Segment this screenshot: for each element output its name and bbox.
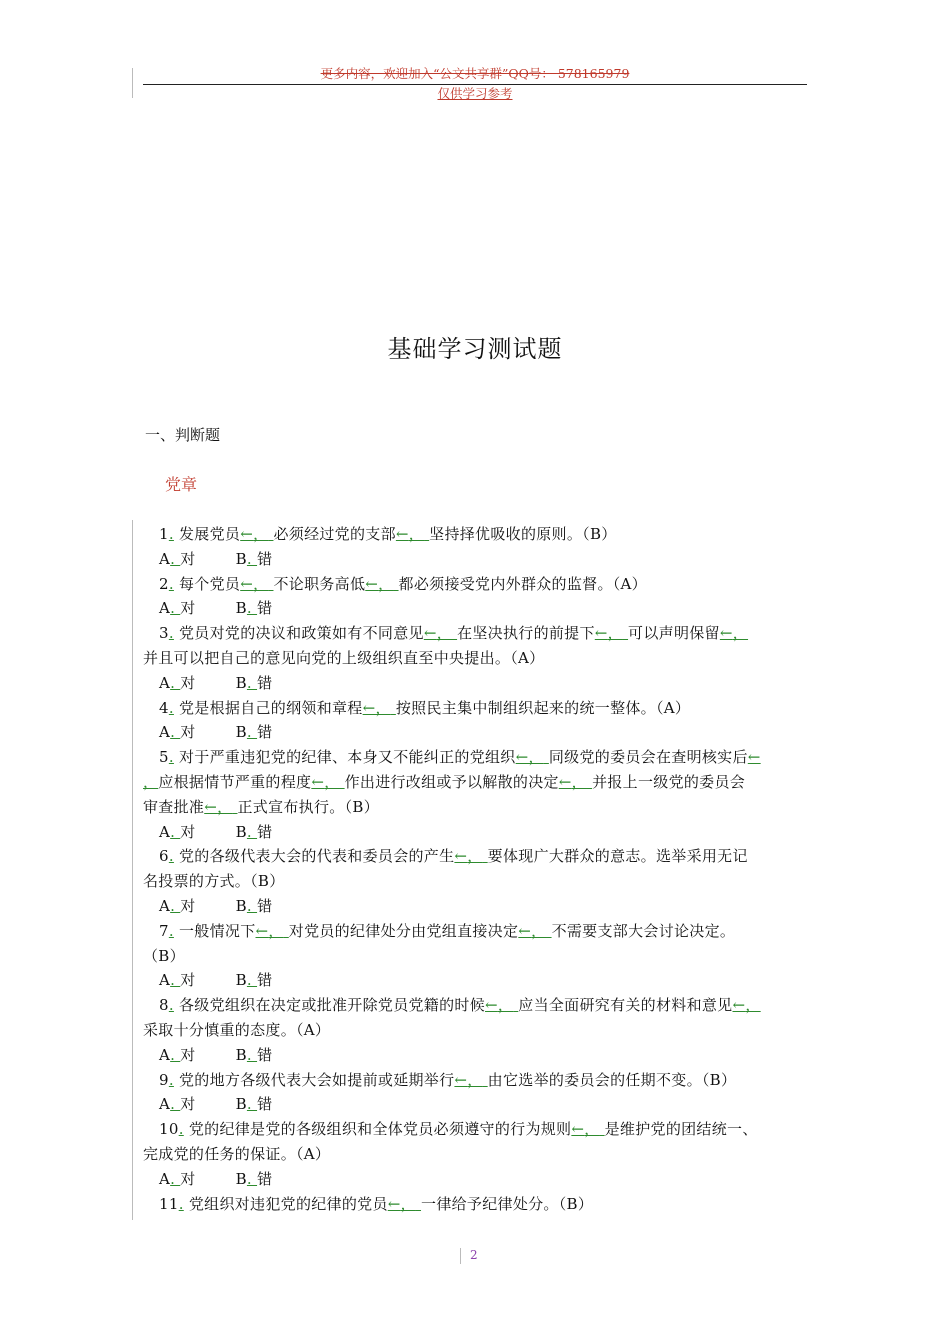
question-text: 应根据情节严重的程度 xyxy=(158,772,312,791)
revision-mark: ←， xyxy=(423,624,452,643)
question-text: 由它选举的委员会的任期不变。（B） xyxy=(487,1070,737,1089)
question-10-cont: 完成党的任务的保证。（A） xyxy=(143,1144,331,1163)
option-a: 对 xyxy=(180,1095,196,1114)
question-8: 8. 各级党组织在决定或批准开除党员党籍的时候←， 应当全面研究有关的材料和意见←， xyxy=(159,996,761,1015)
answer-options: A. 对 B. 错 xyxy=(159,971,273,990)
question-1: 1. 发展党员←， 必须经过党的支部←， 坚持择优吸收的原则。（B） xyxy=(159,525,617,543)
question-text: 并报上一级党的委员会 xyxy=(592,772,746,791)
revision-mark: ←， xyxy=(518,921,547,940)
question-number: 3 xyxy=(159,624,169,643)
revision-mark: ←， xyxy=(719,624,749,643)
option-b: 错 xyxy=(257,673,273,692)
question-text: 要体现广大群众的意志。选举采用无记 xyxy=(487,847,748,866)
question-6-cont: 名投票的方式。（B） xyxy=(143,872,285,891)
revision-mark: ←， xyxy=(558,772,587,791)
question-text: 坚持择优吸收的原则。（B） xyxy=(429,525,617,543)
revision-mark: ←， xyxy=(240,574,269,593)
header-rule xyxy=(143,84,807,85)
revision-mark: ←， xyxy=(515,748,544,767)
question-text: 对党员的纪律处分由党组直接决定 xyxy=(288,921,519,940)
question-6: 6. 党的各级代表大会的代表和委员会的产生←， 要体现广大群众的意志。选举采用无记 xyxy=(159,847,748,866)
revision-mark: ←， xyxy=(365,574,394,593)
question-5: 5. 对于严重违犯党的纪律、本身又不能纠正的党组织←， 同级党的委员会在查明核实后← xyxy=(159,748,761,767)
revision-mark: ， xyxy=(143,772,159,791)
revision-mark: ←， xyxy=(454,1070,483,1089)
question-2: 2. 每个党员←， 不论职务高低←， 都必须接受党内外群众的监督。（A） xyxy=(159,574,647,593)
answer-options: A. 对 B. 错 xyxy=(159,1095,273,1114)
question-9: 9. 党的地方各级代表大会如提前或延期举行←， 由它选举的委员会的任期不变。（B） xyxy=(159,1070,737,1089)
option-a: 对 xyxy=(180,1169,196,1188)
question-text: 可以声明保留 xyxy=(628,624,720,643)
revision-mark: ←， xyxy=(485,996,514,1015)
question-text: 党是根据自己的纲领和章程 xyxy=(179,698,363,717)
question-text: 必须经过党的支部 xyxy=(273,525,396,543)
section-heading: 一、判断题 xyxy=(145,426,221,444)
question-text: 在坚决执行的前提下 xyxy=(457,624,595,643)
answer-options: A. 对 B. 错 xyxy=(159,723,273,742)
option-b: 错 xyxy=(257,549,273,568)
question-text: 一律给予纪律处分。（B） xyxy=(421,1194,594,1213)
page-title: 基础学习测试题 xyxy=(387,335,563,363)
revision-mark: ←， xyxy=(240,525,269,543)
question-text: 党的各级代表大会的代表和委员会的产生 xyxy=(179,847,455,866)
option-b: 错 xyxy=(257,723,273,742)
revision-mark: ←， xyxy=(395,525,425,543)
revision-mark: ←， xyxy=(732,996,761,1015)
option-a: 对 xyxy=(180,723,196,742)
revision-mark: ← xyxy=(747,748,761,767)
question-number: 4 xyxy=(159,698,169,717)
question-5-cont xyxy=(143,795,813,820)
option-a: 对 xyxy=(180,822,196,841)
question-number: 8 xyxy=(159,996,169,1015)
question-text: 不需要支部大会讨论决定。 xyxy=(551,921,736,940)
option-a: 对 xyxy=(180,673,196,692)
question-text: 应当全面研究有关的材料和意见 xyxy=(518,996,733,1015)
question-8-cont xyxy=(143,1018,813,1043)
question-text: 作出进行改组或予以解散的决定 xyxy=(344,772,559,791)
question-3: 3. 党员对党的决议和政策如有不同意见←， 在坚决执行的前提下←， 可以声明保留←， xyxy=(159,624,749,643)
question-number: 1 xyxy=(159,525,169,543)
option-b: 错 xyxy=(257,896,273,915)
option-a: 对 xyxy=(180,971,196,990)
question-text: 正式宣布执行。（B） xyxy=(237,797,379,816)
revision-mark: ←， xyxy=(362,698,391,717)
option-a: 对 xyxy=(180,599,196,618)
question-text: 各级党组织在决定或批准开除党员党籍的时候 xyxy=(179,996,486,1015)
question-text: 发展党员 xyxy=(179,525,241,543)
option-b: 错 xyxy=(257,1095,273,1114)
question-11: 11. 党组织对违犯党的纪律的党员←， 一律给予纪律处分。（B） xyxy=(159,1194,594,1213)
subsection-heading: 党章 xyxy=(165,475,198,494)
revision-mark: ←， xyxy=(311,772,340,791)
option-b: 错 xyxy=(257,822,273,841)
option-b: 错 xyxy=(257,1045,273,1064)
option-b: 错 xyxy=(257,1169,273,1188)
revision-bar xyxy=(132,520,134,1220)
question-text: 党员对党的决议和政策如有不同意见 xyxy=(179,624,424,643)
question-text: 每个党员 xyxy=(179,574,241,593)
revision-mark: ←， xyxy=(255,921,284,940)
answer-options: A. 对 B. 错 xyxy=(159,1169,273,1188)
question-number: 6 xyxy=(159,847,169,866)
revision-mark: ←， xyxy=(594,624,623,643)
option-b: 错 xyxy=(257,971,273,990)
answer-options: A. 对 B. 错 xyxy=(159,673,273,692)
option-a: 对 xyxy=(180,549,196,568)
page-number: 2 xyxy=(470,1248,478,1262)
question-text: 对于严重违犯党的纪律、本身又不能纠正的党组织 xyxy=(179,748,516,767)
option-b: 错 xyxy=(257,599,273,618)
question-text: 采取十分慎重的态度。（A） xyxy=(143,1020,331,1039)
question-number: 9 xyxy=(159,1070,169,1089)
question-number: 5 xyxy=(159,748,169,767)
question-number: 2 xyxy=(159,574,169,593)
question-text: 按照民主集中制组织起来的统一整体。（A） xyxy=(395,698,691,717)
question-text: 不论职务高低 xyxy=(273,574,366,593)
question-number: 7 xyxy=(159,921,169,940)
header-notice: 更多内容，欢迎加入“公文共享群”QQ号： 578165979 xyxy=(320,66,630,81)
revision-mark: ←， xyxy=(387,1194,416,1213)
question-10: 10. 党的纪律是党的各级组织和全体党员必须遵守的行为规则←， 是维护党的团结统一、 xyxy=(159,1120,758,1139)
question-number: 11 xyxy=(159,1194,179,1213)
revision-mark: ←， xyxy=(571,1120,600,1139)
revision-mark: ←， xyxy=(204,797,233,816)
question-list xyxy=(143,522,813,1216)
question-3-cont: 并且可以把自己的意见向党的上级组织直至中央提出。（A） xyxy=(143,648,545,667)
question-text: 同级党的委员会在查明核实后 xyxy=(548,748,748,767)
answer-options: A. 对 B. 错 xyxy=(159,896,273,915)
question-number: 10 xyxy=(159,1120,179,1139)
header-subnotice: 仅供学习参考 xyxy=(437,86,513,101)
question-text: 党的地方各级代表大会如提前或延期举行 xyxy=(179,1070,455,1089)
question-text: 党的纪律是党的各级组织和全体党员必须遵守的行为规则 xyxy=(188,1120,572,1139)
question-text: 审查批准 xyxy=(143,797,205,816)
answer-options: A. 对 B. 错 xyxy=(159,822,273,841)
question-7-cont: （B） xyxy=(143,946,185,965)
revision-bar xyxy=(132,68,134,98)
question-text: 都必须接受党内外群众的监督。（A） xyxy=(398,574,647,593)
question-text: 党组织对违犯党的纪律的党员 xyxy=(188,1194,388,1213)
question-4: 4. 党是根据自己的纲领和章程←， 按照民主集中制组织起来的统一整体。（A） xyxy=(159,698,691,717)
question-7: 7. 一般情况下←， 对党员的纪律处分由党组直接决定←， 不需要支部大会讨论决定。 xyxy=(159,921,736,940)
answer-options: A. 对 B. 错 xyxy=(159,1045,273,1064)
question-text: 一般情况下 xyxy=(179,921,256,940)
question-text: 是维护党的团结统一、 xyxy=(604,1120,758,1139)
option-a: 对 xyxy=(180,1045,196,1064)
question-5-cont xyxy=(143,770,813,795)
option-a: 对 xyxy=(180,896,196,915)
answer-options: A. 对 B. 错 xyxy=(159,599,273,618)
revision-mark: ←， xyxy=(454,847,483,866)
answer-options: A. 对 B. 错 xyxy=(159,549,273,568)
